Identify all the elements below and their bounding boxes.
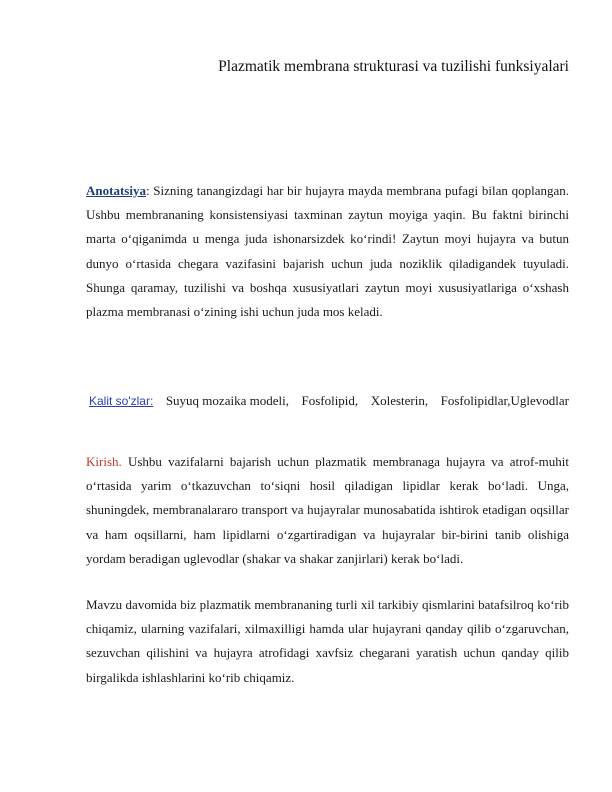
introduction-label: Kirish. (86, 454, 122, 469)
abstract-text: Sizning tanangizdagi har bir hujayra mayda membrana pufagi bilan qoplangan. Ushbu membrananing konsistensiyasi taxminan zaytun moyiga yaqin. Bu faktni birinchi marta o‘qiganimda u menga juda ishonarsizdek ko‘rindi! Zaytun moyi hujayra va butun dunyo o‘rtasida chegara vazifasini bajarish uchun juda noziklik qiladigandek tuyuladi. Shunga qaramay, tuzilishi va boshqa xususiyatlari zaytun moyi xususiyatlariga o‘xshash plazma membranasi o‘zining ishi uchun juda mos keladi. (86, 183, 569, 320)
introduction-paragraph (86, 450, 569, 571)
introduction-text: Ushbu vazifalarni bajarish uchun plazmatik membranaga hujayra va atrof-muhit o‘rtasida yarim o‘tkazuvchan to‘siqni hosil qiladigan lipidlar kerak bo‘ladi. Unga, shuningdek, membranalararo transport va hujayralar munosabatida ishtirok etadigan oqsillar va ham oqsillarni, ham lipidlarni o‘zgartiradigan va hujayralar bir-birini tanib olishiga yordam beradigan uglevodlar (shakar va shakar zanjirlari) kerak bo‘ladi. (86, 454, 569, 566)
abstract-label: Anotatsiya (86, 183, 146, 198)
abstract-paragraph (86, 179, 569, 324)
abstract-separator: : (145, 183, 154, 198)
keyword-item: Fosfolipid, (301, 393, 359, 408)
document-title: Plazmatik membrana strukturasi va tuzilishi funksiyalari (218, 58, 569, 75)
keywords-label[interactable]: Kalit so'zlar: (89, 394, 154, 408)
keyword-item: Fosfolipidlar,Uglevodlar (440, 393, 569, 408)
keywords-line (86, 391, 569, 411)
keyword-item: Xolesterin, (370, 393, 429, 408)
body-paragraph: Mavzu davomida biz plazmatik membrananing turli xil tarkibiy qismlarini batafsilroq ko‘rib chiqamiz, ularning vazifalari, xilmaxilligi hamda ular hujayrani qanday qilib o‘zgaruvchan, sezuvchan qilishini va hujayra atrofidagi xavfsiz chegarani yaratish uchun qanday qilib birgalikda ishlashlarini ko‘rib chiqamiz. (86, 597, 569, 685)
keyword-item: Suyuq mozaika modeli, (165, 393, 289, 408)
keywords-label-group (86, 391, 153, 411)
